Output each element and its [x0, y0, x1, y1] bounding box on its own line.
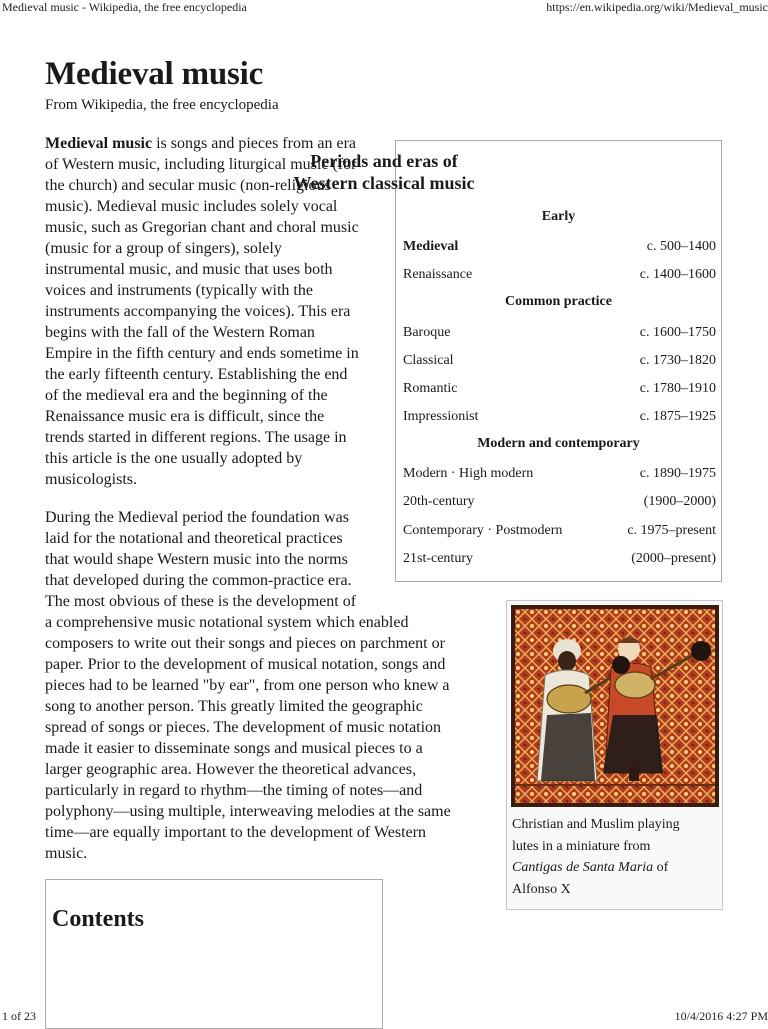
notation-paragraph: During the Medieval period the foundation was laid for the notational and theoretical practices that would shape Western music into the norms that developed during the common-practice era. The most obvious of these is the development of a comprehensive music notational system which enabled composers to write out their songs and pieces on parchment or paper. Prior to the development of musical notation, songs and pieces had to be learned "by ear", from one person who knew a song to another person. This greatly limited the geographic spread of songs or pieces. The development of music notation made it easier to disseminate songs and musical pieces to a larger geographic area. However the theoretical advances, particularly in regard to rhythm—the timing of notes—and polyphony—using multiple, interweaving melodies at the same time—are equally important to the development of Western music.: [45, 509, 451, 862]
infobox-heading-modern[interactable]: Modern and contemporary: [477, 436, 640, 451]
table-of-contents: [45, 879, 383, 1029]
lute-players-miniature[interactable]: [511, 605, 719, 807]
caption-link-alfonso[interactable]: Alfonso X: [512, 881, 571, 897]
print-header-title: Medieval music - Wikipedia, the free encyclopedia: [2, 0, 247, 14]
intro-paragraph: Medieval music is songs and pieces from an era of Western music, including liturgical music (for the church) and secular music (non-religious music). Medieval music includes solely vocal music, such as Gregorian chant and choral music (music for a group of singers), solely instrumental music, and music that uses both voices and instruments (typically with the instruments accompanying the voices). This era begins with the fall of the Western Roman Empire in the fifth century and ends sometime in the early fifteenth century. Establishing the end of the medieval era and the beginning of the Renaissance music era is difficult, since the trends started in different regions. The usage in this article is the one usually adopted by musicologists.: [45, 135, 359, 488]
figure-caption: Christian and Muslim playing lutes in a miniature from Cantigas de Santa Maria of Alfonso X: [512, 814, 717, 900]
infobox-heading-early[interactable]: Early: [541, 209, 576, 224]
print-footer-page: 1 of 23: [2, 1009, 36, 1023]
print-footer-datetime: 10/4/2016 4:27 PM: [674, 1009, 768, 1023]
print-header-url[interactable]: https://en.wikipedia.org/wiki/Medieval_music: [546, 0, 768, 14]
caption-italic-title[interactable]: Cantigas de Santa Maria: [512, 860, 654, 875]
intro-lead-bold: Medieval music: [45, 135, 153, 152]
site-tagline: From Wikipedia, the free encyclopedia: [45, 97, 279, 113]
page-title: Medieval music: [45, 56, 264, 92]
infobox-heading-common-practice[interactable]: Common practice: [505, 294, 612, 309]
infobox-title: Periods and eras of Western classical music: [293, 151, 475, 193]
toc-title: Contents: [52, 906, 145, 932]
